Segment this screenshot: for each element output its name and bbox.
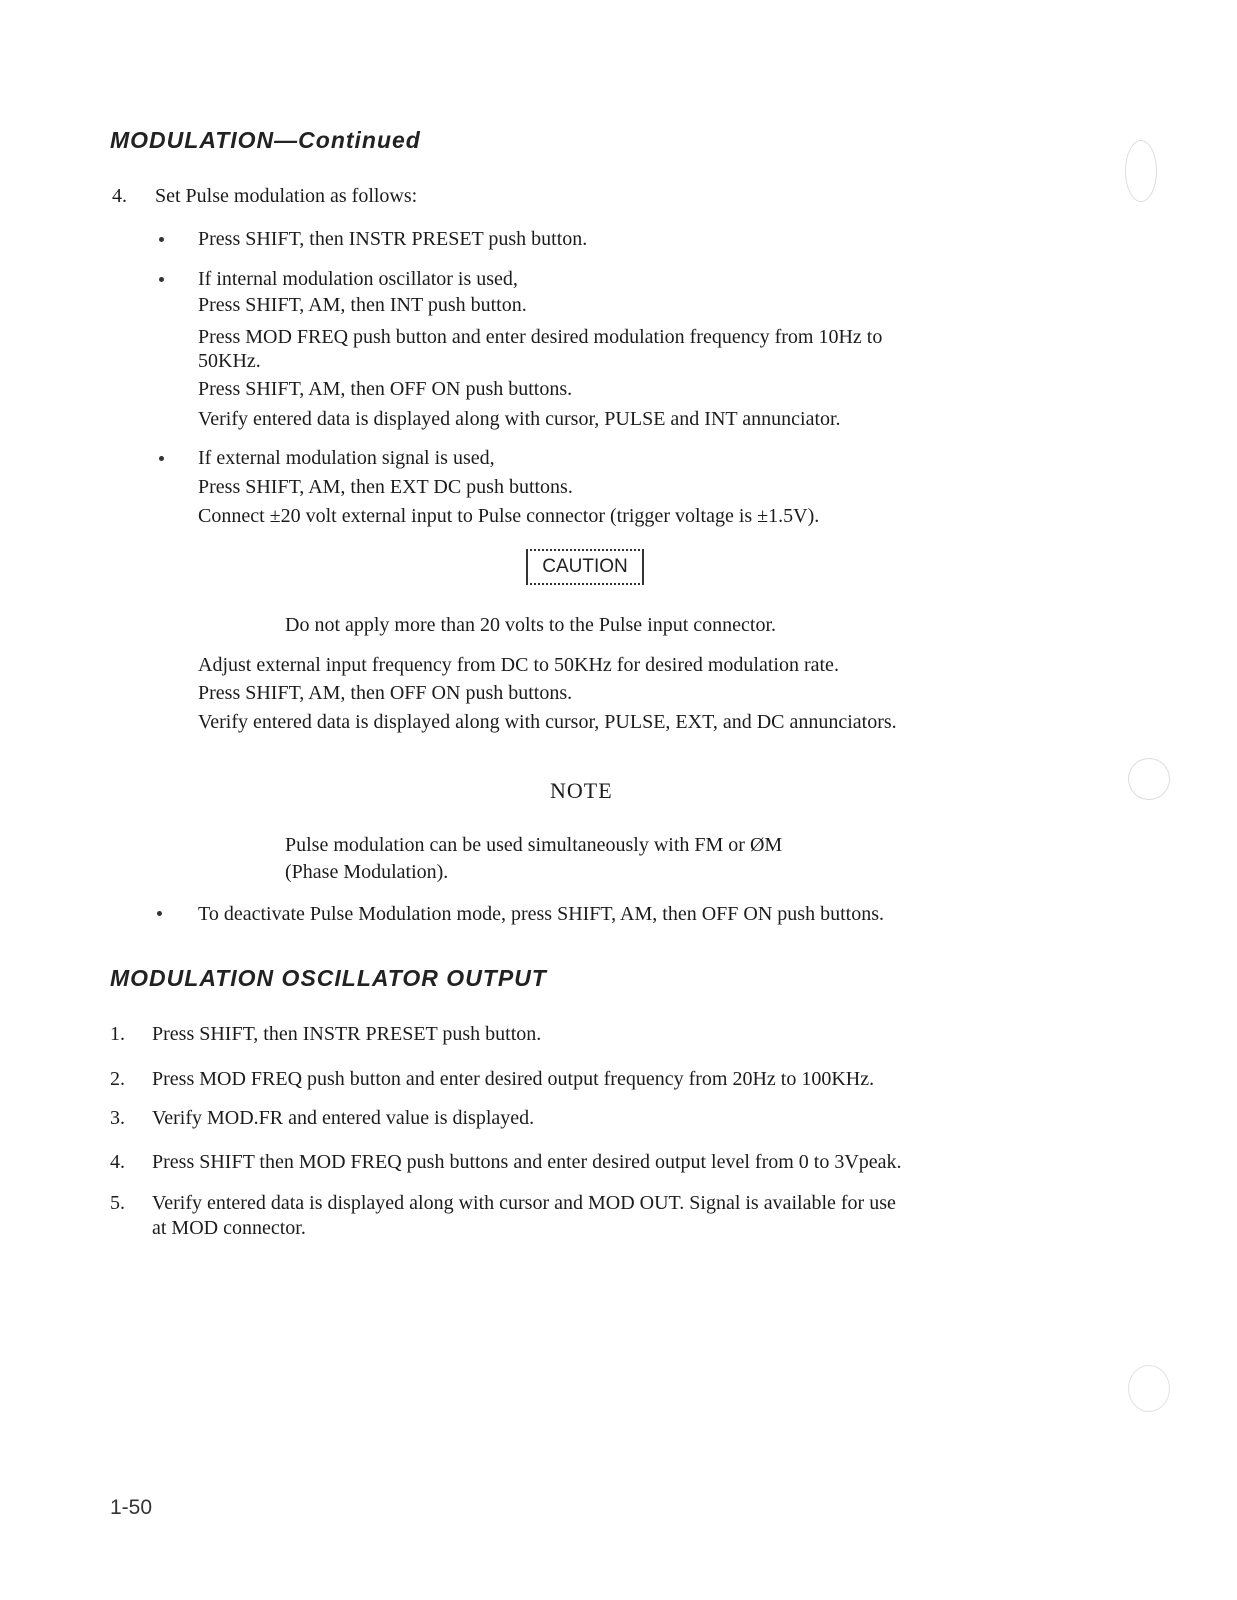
bullet-icon: [159, 277, 164, 282]
step-number: 2.: [110, 1068, 125, 1090]
bullet-2-line-4: 50KHz.: [198, 350, 261, 372]
step-number: 5.: [110, 1192, 125, 1214]
caution-label: CAUTION: [526, 549, 644, 585]
after-caution-line-3: Verify entered data is displayed along with cursor, PULSE, EXT, and DC annunciators.: [198, 711, 897, 733]
page-number: 1-50: [110, 1496, 153, 1519]
after-caution-line-2: Press SHIFT, AM, then OFF ON push buttons.: [198, 682, 573, 704]
bullet-icon: [159, 237, 164, 242]
osc-step-5-line-1: Verify entered data is displayed along with cursor and MOD OUT. Signal is available for use: [152, 1192, 896, 1214]
step-number: 4.: [112, 185, 127, 207]
after-caution-line-1: Adjust external input frequency from DC to 50KHz for desired modulation rate.: [198, 654, 839, 676]
bullet-2-line-3: Press MOD FREQ push button and enter desired modulation frequency from 10Hz to: [198, 326, 883, 348]
osc-step-5-line-2: at MOD connector.: [152, 1217, 306, 1239]
bullet-icon: [157, 911, 162, 916]
step-number: 1.: [110, 1023, 125, 1045]
section-heading-modulation-oscillator-output: MODULATION OSCILLATOR OUTPUT: [110, 965, 547, 991]
scan-artifact: [1128, 1365, 1170, 1412]
scan-artifact: [1125, 140, 1157, 202]
bullet-2-line-6: Verify entered data is displayed along with cursor, PULSE and INT annunciator.: [198, 408, 841, 430]
bullet-4-text: To deactivate Pulse Modulation mode, press SHIFT, AM, then OFF ON push buttons.: [198, 903, 884, 925]
step-number: 4.: [110, 1151, 125, 1173]
bullet-3-line-3: Connect ±20 volt external input to Pulse connector (trigger voltage is ±1.5V).: [198, 505, 820, 527]
caution-text: Do not apply more than 20 volts to the Pulse input connector.: [285, 614, 777, 636]
section-heading-modulation-continued: MODULATION—Continued: [110, 127, 421, 153]
bullet-1-text: Press SHIFT, then INSTR PRESET push button.: [198, 228, 588, 250]
osc-step-2-text: Press MOD FREQ push button and enter desired output frequency from 20Hz to 100KHz.: [152, 1068, 875, 1090]
osc-step-4-text: Press SHIFT then MOD FREQ push buttons and enter desired output level from 0 to 3Vpeak.: [152, 1151, 902, 1173]
bullet-icon: [159, 456, 164, 461]
osc-step-3-text: Verify MOD.FR and entered value is displayed.: [152, 1107, 535, 1129]
note-title: NOTE: [550, 778, 613, 803]
bullet-2-line-1: If internal modulation oscillator is used,: [198, 268, 518, 290]
step-number: 3.: [110, 1107, 125, 1129]
bullet-2-line-5: Press SHIFT, AM, then OFF ON push buttons.: [198, 378, 573, 400]
bullet-3-line-2: Press SHIFT, AM, then EXT DC push buttons.: [198, 476, 573, 498]
osc-step-1-text: Press SHIFT, then INSTR PRESET push button.: [152, 1023, 542, 1045]
bullet-2-line-2: Press SHIFT, AM, then INT push button.: [198, 294, 527, 316]
note-line-2: (Phase Modulation).: [285, 861, 449, 883]
step-4-text: Set Pulse modulation as follows:: [155, 185, 418, 207]
bullet-3-line-1: If external modulation signal is used,: [198, 447, 495, 469]
note-line-1: Pulse modulation can be used simultaneously with FM or ØM: [285, 834, 783, 856]
scan-artifact: [1128, 758, 1170, 800]
